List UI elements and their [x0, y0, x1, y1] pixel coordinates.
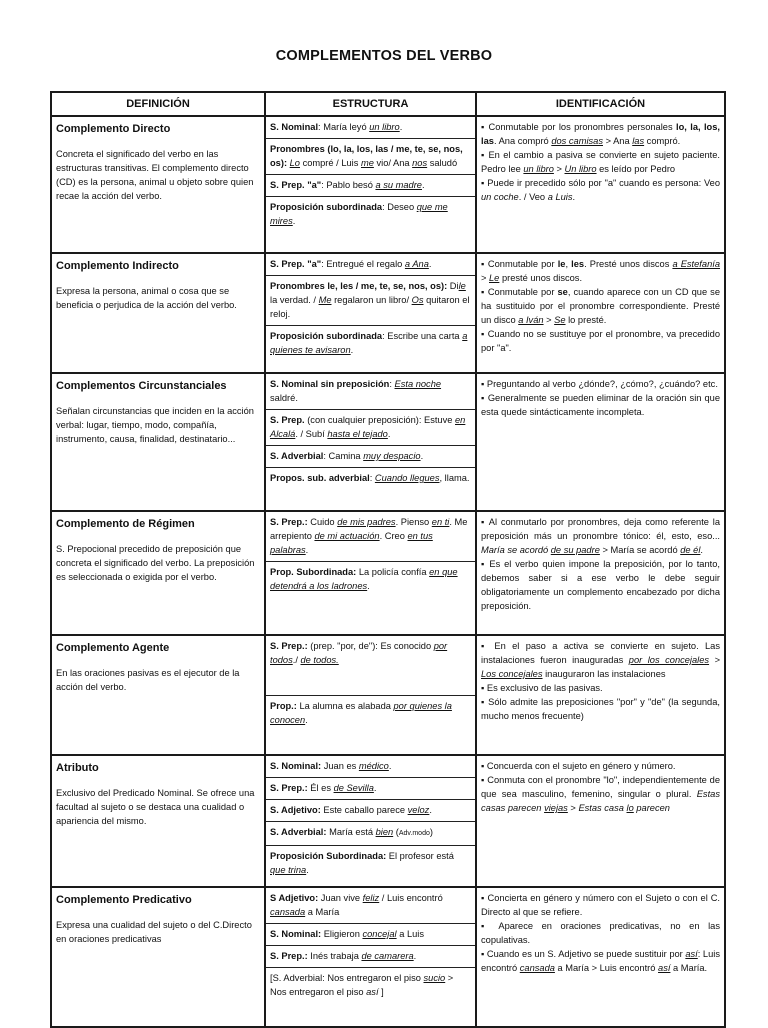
table-row: [51, 253, 725, 373]
row-definition: Expresa una cualidad del sujeto o del C.Directo en oraciones predicativas: [56, 920, 252, 944]
structure-cell: [265, 755, 476, 887]
row-definition: Concreta el significado del verbo en las estructuras transitivas. El complemento directo (CD) es la persona, animal u objeto sobre quien recae la acción del verbo.: [56, 149, 254, 201]
structure-item: S Adjetivo: Juan vive feliz / Luis encontró cansada a María: [266, 888, 475, 924]
structure-item: S. Adjetivo: Este caballo parece veloz.: [266, 800, 475, 822]
row-definition: Expresa la persona, animal o cosa que se beneficia o perjudica de la acción del verbo.: [56, 286, 237, 310]
row-definition: Señalan circunstancias que inciden en la acción verbal: lugar, tiempo, modo, compañía, instrumento, causa, finalidad, destinatario...: [56, 406, 254, 444]
row-title: Complemento Agente: [56, 642, 170, 654]
structure-item: Pronombres (lo, la, los, las / me, te, se, nos, os): Lo compré / Luis me vio/ Ana nos saludó: [266, 139, 475, 175]
structure-item: S. Nominal: Eligieron concejal a Luis: [266, 924, 475, 946]
row-title: Atributo: [56, 762, 99, 774]
structure-cell: [265, 635, 476, 755]
table-row: [51, 511, 725, 635]
structure-item: Proposición Subordinada: El profesor está que trina.: [270, 851, 454, 875]
identification-cell: ▪ En el paso a activa se convierte en sujeto. Las instalaciones fueron inauguradas por los concejales > Los concejales inauguraron las instalaciones ▪ Es exclusivo de las pasivas. ▪ Sólo admite las preposiciones "por" y "de" (la segunda, mucho menos frecuente): [476, 635, 725, 755]
structure-item: Proposición subordinada: Escribe una carta a quienes te avisaron.: [270, 331, 468, 355]
structure-cell: [265, 253, 476, 373]
header-estructura: ESTRUCTURA: [265, 92, 476, 116]
header-row: [51, 92, 725, 116]
structure-item: S. Nominal: Juan es médico.: [266, 756, 475, 778]
definition-cell: [51, 887, 265, 1027]
structure-cell: [265, 373, 476, 511]
definition-cell: [51, 253, 265, 373]
row-definition: En las oraciones pasivas es el ejecutor de la acción del verbo.: [56, 668, 240, 692]
row-title: Complementos Circunstanciales: [56, 380, 227, 392]
structure-cell: [265, 887, 476, 1027]
structure-item: S. Prep. (con cualquier preposición): Estuve en Alcalá. / Subí hasta el tejado.: [266, 410, 475, 446]
structure-item: S. Prep.: Cuido de mis padres. Pienso en ti. Me arrepiento de mi actuación. Creo en tus palabras.: [266, 512, 475, 562]
row-title: Complemento Predicativo: [56, 894, 192, 906]
structure-item: S. Adverbial: María está bien (Adv.modo): [266, 822, 475, 846]
structure-item: S. Nominal sin preposición: Esta noche saldré.: [266, 374, 475, 410]
structure-cell: [265, 116, 476, 253]
table-row: [51, 116, 725, 253]
structure-item: S. Prep. "a": Entregué el regalo a Ana.: [266, 254, 475, 276]
identification-cell: ▪ Conmutable por le, les. Presté unos discos a Estefanía > Le presté unos discos. ▪ Conmutable por se, cuando aparece con un CD que se ha sustituido por el pronombre correspondiente. Presté un disco a Iván > Se lo presté. ▪ Cuando no se sustituye por el pronombre, va precedido por "a".: [476, 253, 725, 373]
header-definicion: DEFINICIÓN: [51, 92, 265, 116]
page-title: COMPLEMENTOS DEL VERBO: [275, 48, 493, 64]
structure-item: S. Prep.: (prep. "por, de"): Es conocido por todos./ de todos.: [266, 636, 475, 696]
structure-item: [S. Adverbial: Nos entregaron el piso sucio > Nos entregaron el piso así ]: [270, 973, 454, 997]
row-definition: S. Prepocional precedido de preposición que concreta el significado del verbo. La preposición es seleccionada o exigida por el verbo.: [56, 544, 255, 582]
row-definition: Exclusivo del Predicado Nominal. Se ofrece una facultad al sujeto o se destaca una cualidad o apariencia del mismo.: [56, 788, 255, 826]
identification-cell: ▪ Al conmutarlo por pronombres, deja como referente la preposición más un pronombre tónico: él, esto, eso... María se acordó de su padre > María se acordó de él. ▪ Es el verbo quien impone la preposición, por lo tanto, debemos saber si a ese verbo le debe seguir obligatoriamente un complemento encabezado por dicha preposición.: [476, 511, 725, 635]
table-row: [51, 755, 725, 887]
header-identificacion: IDENTIFICACIÓN: [476, 92, 725, 116]
table-row: [51, 635, 725, 755]
structure-item: Propos. sub. adverbial: Cuando llegues, llama.: [270, 473, 470, 483]
definition-cell: [51, 511, 265, 635]
complements-table: [50, 91, 726, 1028]
structure-cell: [265, 511, 476, 635]
row-title: Complemento Indirecto: [56, 260, 179, 272]
identification-cell: ▪ Concuerda con el sujeto en género y número. ▪ Conmuta con el pronombre "lo", independientemente de que sea masculino, femenino, singular o plural. Estas casas parecen viejas > Estas casa lo parecen: [476, 755, 725, 887]
structure-item: Prop.: La alumna es alabada por quienes la conocen.: [270, 701, 452, 725]
structure-item: S. Adverbial: Camina muy despacio.: [266, 446, 475, 468]
structure-item: Prop. Subordinada: La policía confía en que detendrá a los ladrones.: [270, 567, 458, 591]
structure-item: Proposición subordinada: Deseo que me mires.: [270, 202, 448, 226]
row-title: Complemento Directo: [56, 123, 171, 135]
definition-cell: [51, 755, 265, 887]
identification-cell: ▪ Conmutable por los pronombres personales lo, la, los, las. Ana compró dos camisas > Ana las compró. ▪ En el cambio a pasiva se convierte en sujeto paciente. Pedro lee un libro > Un libro es leído por Pedro ▪ Puede ir precedido sólo por "a" cuando es persona: Veo un coche. / Veo a Luis.: [476, 116, 725, 253]
structure-item: S. Prep.: Inés trabaja de camarera.: [266, 946, 475, 968]
row-title: Complemento de Régimen: [56, 518, 195, 530]
structure-item: S. Prep. "a": Pablo besó a su madre.: [266, 175, 475, 197]
definition-cell: [51, 116, 265, 253]
table-row: [51, 887, 725, 1027]
structure-item: Pronombres le, les / me, te, se, nos, os): Dile la verdad. / Me regalaron un libro/ Os quitaron el reloj.: [266, 276, 475, 326]
identification-cell: ▪ Preguntando al verbo ¿dónde?, ¿cómo?, ¿cuándo? etc. ▪ Generalmente se pueden eliminar de la oración sin que esta quede sintácticamente incompleta.: [476, 373, 725, 511]
identification-cell: ▪ Concierta en género y número con el Sujeto o con el C. Directo al que se refiere. ▪ Aparece en oraciones predicativas, no en las copulativas. ▪ Cuando es un S. Adjetivo se puede sustituir por así: Luis encontró cansada a María > Luis encontró así a María.: [476, 887, 725, 1027]
definition-cell: [51, 635, 265, 755]
table-row: [51, 373, 725, 511]
structure-item: S. Prep.: Él es de Sevilla.: [266, 778, 475, 800]
definition-cell: [51, 373, 265, 511]
structure-item: S. Nominal: María leyó un libro.: [266, 117, 475, 139]
